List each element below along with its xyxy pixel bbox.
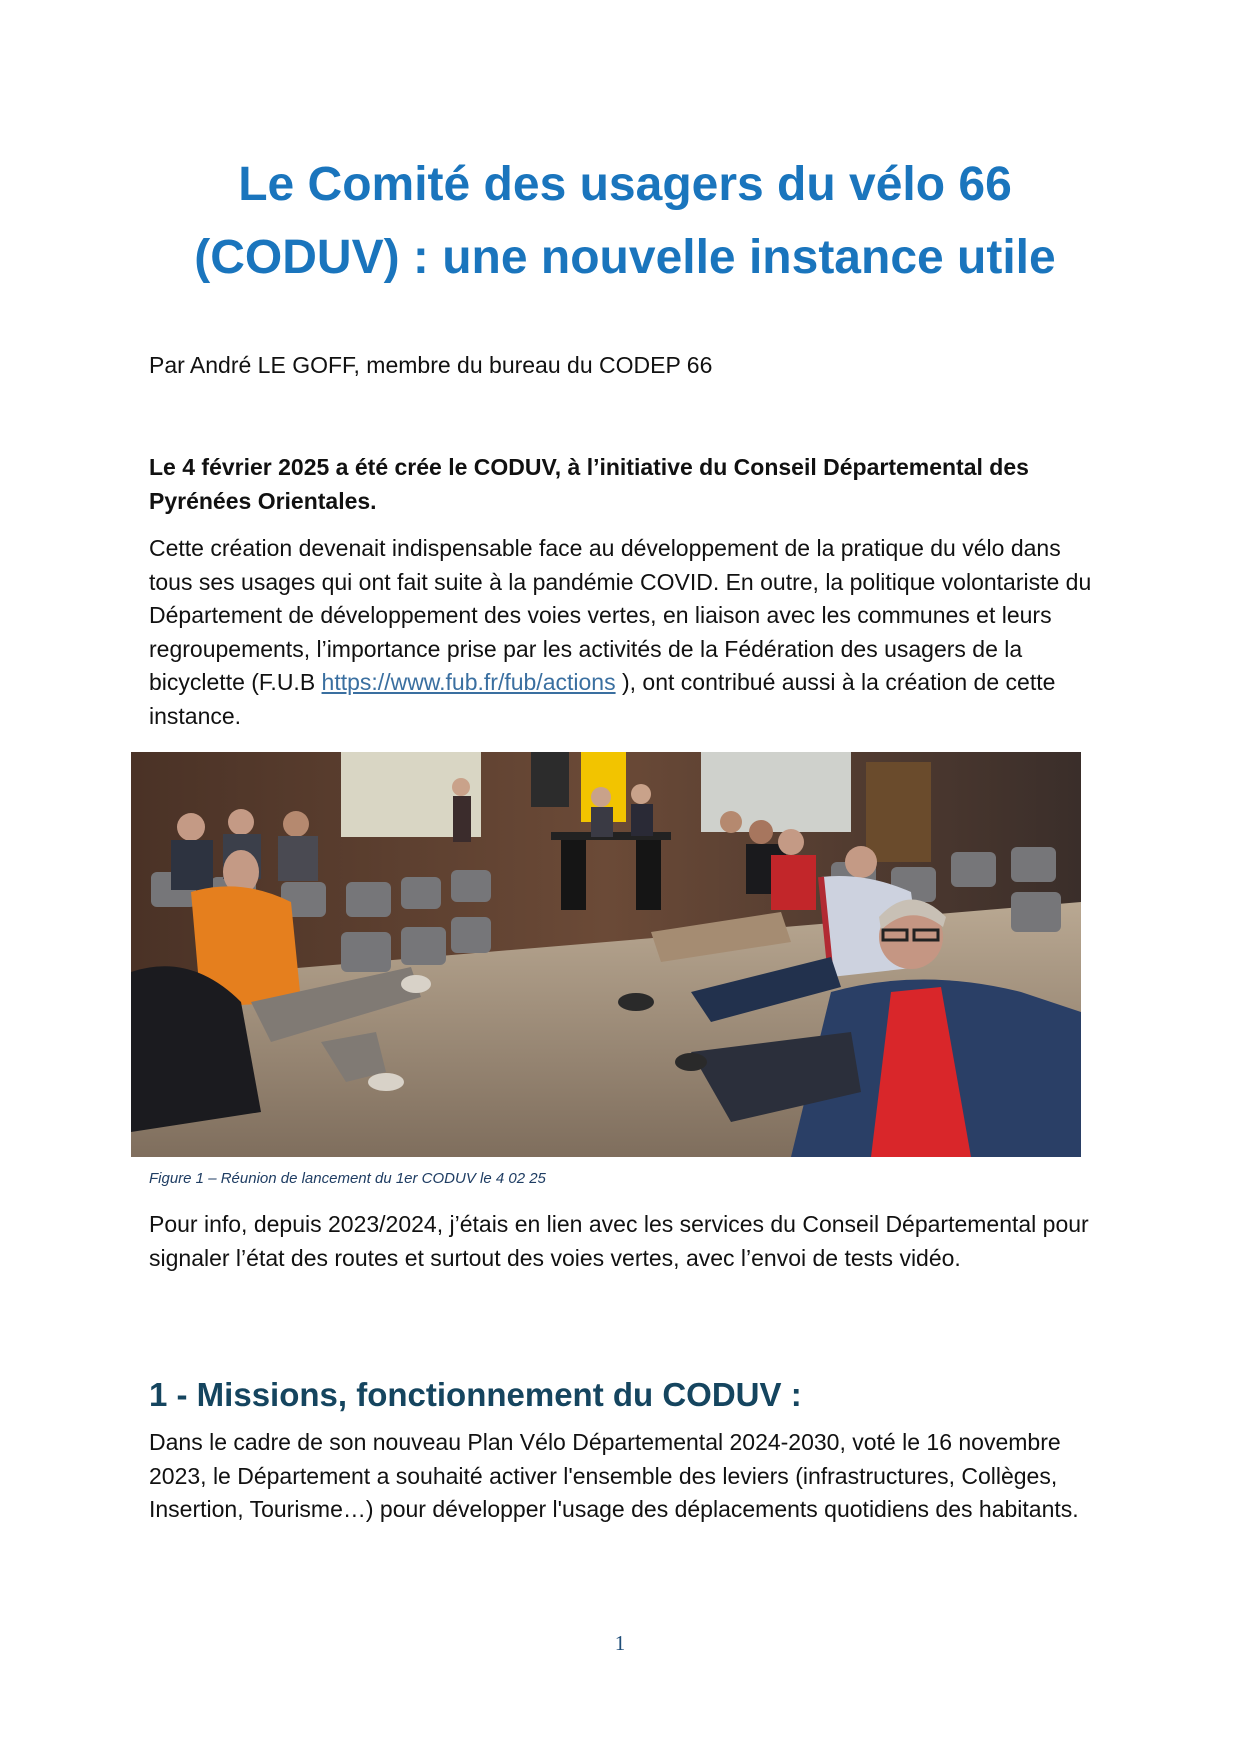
title-line-1: Le Comité des usagers du vélo 66 <box>238 158 1012 211</box>
info-paragraph: Pour info, depuis 2023/2024, j’étais en lien avec les services du Conseil Départemental pour signaler l’état des routes et surtout des voies vertes, avec l’envoi de tests vidéo. <box>149 1211 1089 1271</box>
missions-paragraph: Dans le cadre de son nouveau Plan Vélo Départemental 2024-2030, voté le 16 novembre 2023, le Département a souhaité activer l'ensemble des leviers (infrastructures, Collèges, Insertion, Tourisme…) pour développer l'usage des déplacements quotidiens des habitants. <box>149 1429 1079 1522</box>
meeting-photo <box>131 752 1081 1157</box>
meeting-photo-illustration <box>131 752 1081 1157</box>
figure-caption: Figure 1 – Réunion de lancement du 1er CODUV le 4 02 25 <box>149 1170 546 1187</box>
lead-paragraph: Le 4 février 2025 a été crée le CODUV, à l’initiative du Conseil Départemental des Pyrénées Orientales. <box>149 454 1029 514</box>
intro-text-end: ), ont contribué aussi à la création de cette instance. <box>149 669 1056 729</box>
byline: Par André LE GOFF, membre du bureau du CODEP 66 <box>149 352 713 378</box>
intro-text-start: Cette création devenait indispensable face au développement de la pratique du vélo dans tous ses usages qui ont fait suite à la pandémie COVID. En outre, la politique volontariste du Département de développement des voies vertes, en liaison avec les communes et leurs regroupements, l’importance prise par les activités de la Fédération des usagers de la bicyclette (F.U.B <box>149 535 1092 695</box>
title-line-2: (CODUV) : une nouvelle instance utile <box>194 231 1056 284</box>
section-heading: 1 - Missions, fonctionnement du CODUV : <box>149 1376 802 1413</box>
document-title <box>130 148 1120 294</box>
intro-paragraph <box>149 532 1109 733</box>
fub-link[interactable]: https://www.fub.fr/fub/actions <box>321 669 616 695</box>
page-number: 1 <box>614 1631 626 1655</box>
